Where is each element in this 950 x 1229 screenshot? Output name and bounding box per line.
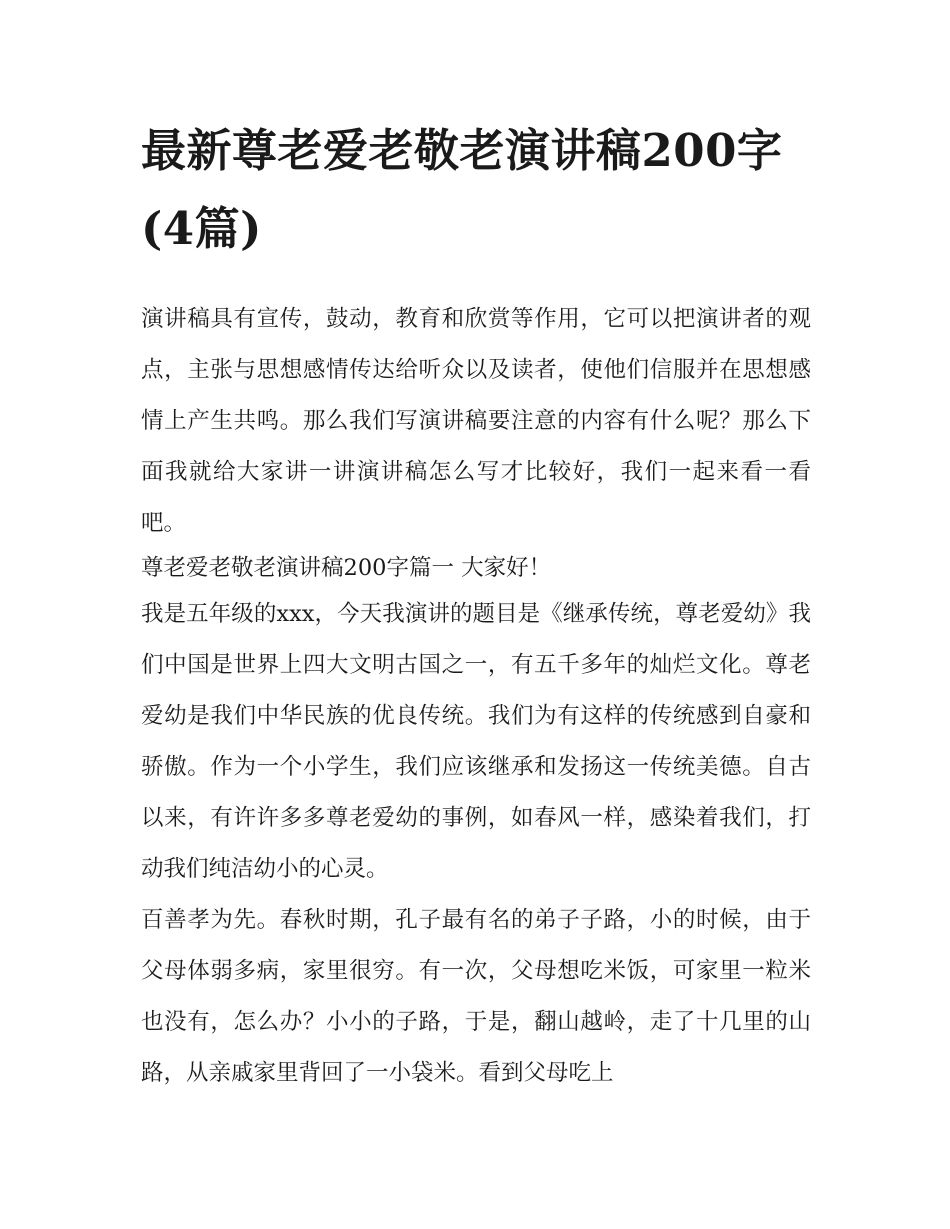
paragraph-section-heading: 尊老爱老敬老演讲稿200字篇一 大家好！ xyxy=(141,555,552,581)
document-body xyxy=(141,294,811,1099)
paragraph-zilu-story: 百善孝为先。春秋时期，孔子最有名的弟子子路，小的时候，由于父母体弱多病，家里很穷。有一次，父母想吃米饭，可家里一粒米也没有，怎么办？小小的子路，于是，翻山越岭，走了十几里的山路，从亲戚家里背回了一小袋米。看到父母吃上 xyxy=(141,907,811,1086)
paragraph-intro: 演讲稿具有宣传，鼓动，教育和欣赏等作用，它可以把演讲者的观点，主张与思想感情传达给听众以及读者，使他们信服并在思想感情上产生共鸣。那么我们写演讲稿要注意的内容有什么呢？那么下面我就给大家讲一讲演讲稿怎么写才比较好，我们一起来看一看吧。 xyxy=(141,306,811,536)
document-page xyxy=(141,112,811,1099)
document-title: 最新尊老爱老敬老演讲稿200字(4篇) xyxy=(141,124,783,255)
paragraph-speech-opening: 我是五年级的xxx，今天我演讲的题目是《继承传统，尊老爱幼》我们中国是世界上四大文明古国之一，有五千多年的灿烂文化。尊老爱幼是我们中华民族的优良传统。我们为有这样的传统感到自豪和骄傲。作为一个小学生，我们应该继承和发扬这一传统美德。自古以来，有许许多多尊老爱幼的事例，如春风一样，感染着我们，打动我们纯洁幼小的心灵。 xyxy=(141,601,811,882)
